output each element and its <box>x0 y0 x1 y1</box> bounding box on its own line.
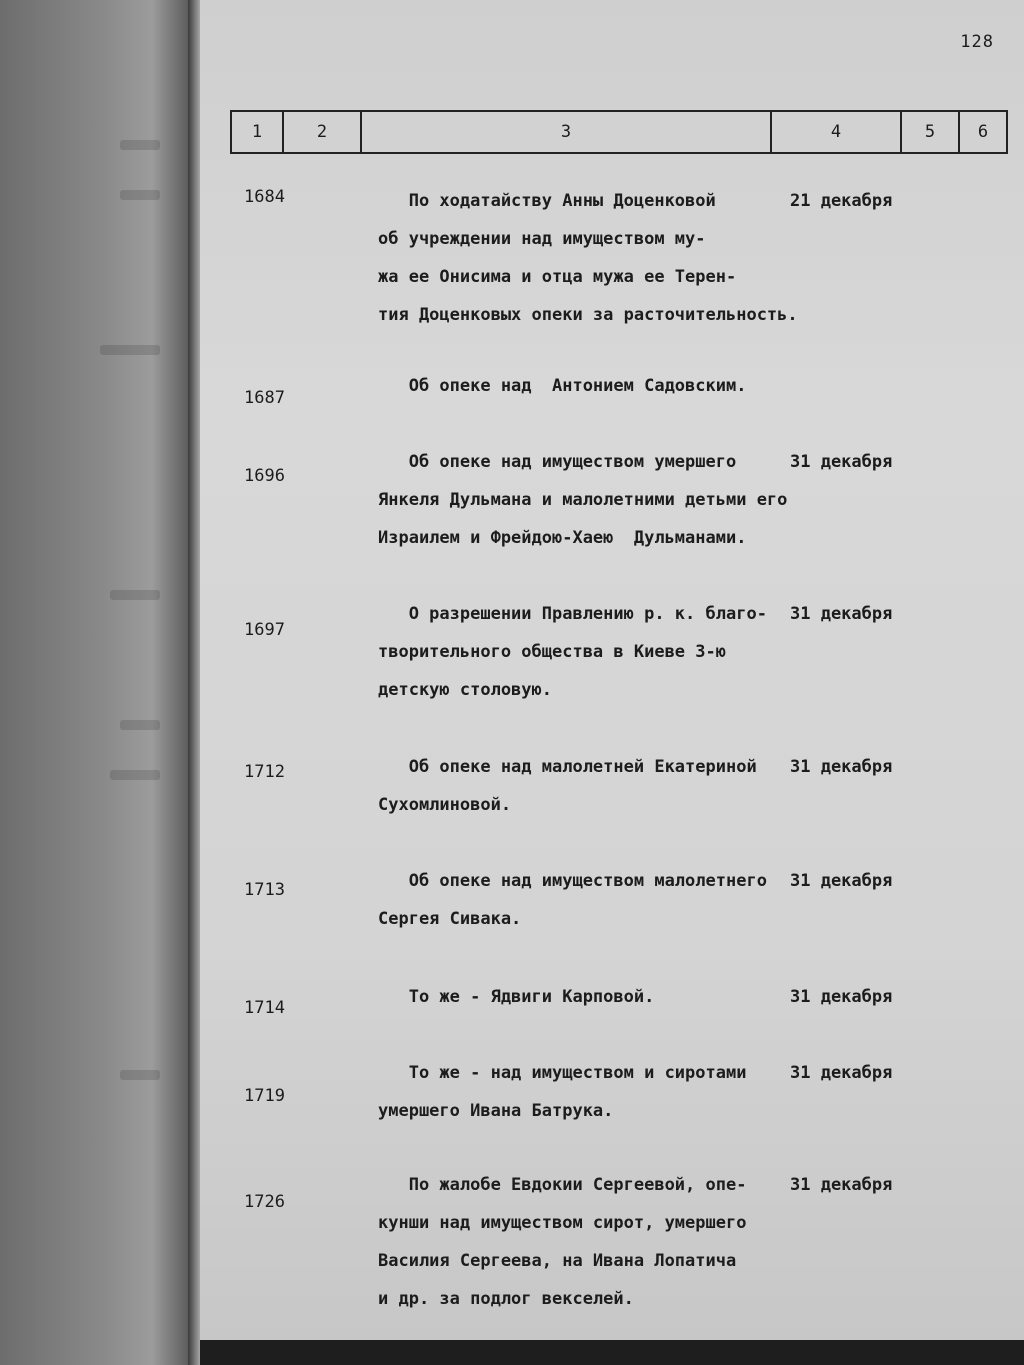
column-header-3: 3 <box>360 112 770 152</box>
description-line: Об опеке над малолетней Екатериной <box>378 757 757 777</box>
column-header-6: 6 <box>958 112 1008 152</box>
description-line: об учреждении над имуществом му- <box>378 229 706 249</box>
entry-date: 31 декабря <box>790 871 893 891</box>
bleed-through-mark <box>120 190 160 200</box>
entry-description <box>378 443 798 557</box>
page-bottom-edge <box>200 1340 1024 1365</box>
entry-description <box>378 182 798 334</box>
entry-number: 1697 <box>244 620 285 640</box>
entry-date: 31 декабря <box>790 604 893 624</box>
bleed-through-mark <box>120 140 160 150</box>
entry-description <box>378 367 798 405</box>
entry-date: 31 декабря <box>790 452 893 472</box>
bleed-through-mark <box>110 590 160 600</box>
description-line: Об опеке над имуществом умершего <box>378 452 737 472</box>
description-line: То же - над имуществом и сиротами <box>378 1063 747 1083</box>
description-line: Израилем и Фрейдою-Хаею Дульманами. <box>378 528 747 548</box>
page-number: 128 <box>960 32 994 52</box>
description-line: жа ее Онисима и отца мужа ее Терен- <box>378 267 737 287</box>
entry-number: 1719 <box>244 1086 285 1106</box>
description-line: О разрешении Правлению р. к. благо- <box>378 604 767 624</box>
entry-number: 1712 <box>244 762 285 782</box>
entry-date: 31 декабря <box>790 987 893 1007</box>
entry-description <box>378 1166 798 1318</box>
description-line: Янкеля Дульмана и малолетними детьми его <box>378 490 788 510</box>
description-line: детскую столовую. <box>378 680 552 700</box>
description-line: тия Доценковых опеки за расточительность. <box>378 305 798 325</box>
previous-page-edge <box>0 0 190 1365</box>
column-header-1: 1 <box>230 112 282 152</box>
description-line: умершего Ивана Батрука. <box>378 1101 614 1121</box>
entry-description <box>378 1054 798 1130</box>
entry-description <box>378 978 798 1016</box>
description-line: Сухомлиновой. <box>378 795 512 815</box>
entry-date: 31 декабря <box>790 757 893 777</box>
entry-number: 1687 <box>244 388 285 408</box>
bleed-through-mark <box>100 345 160 355</box>
description-line: кунши над имуществом сирот, умершего <box>378 1213 747 1233</box>
entry-number: 1714 <box>244 998 285 1018</box>
description-line: Об опеке над Антонием Садовским. <box>378 376 747 396</box>
column-header-2: 2 <box>282 112 360 152</box>
description-line: Сергея Сивака. <box>378 909 522 929</box>
entry-number: 1684 <box>244 187 285 207</box>
column-header-5: 5 <box>900 112 958 152</box>
entry-date: 21 декабря <box>790 191 893 211</box>
description-line: Василия Сергеева, на Ивана Лопатича <box>378 1251 737 1271</box>
description-line: По жалобе Евдокии Сергеевой, опе- <box>378 1175 747 1195</box>
bleed-through-mark <box>110 770 160 780</box>
entry-number: 1726 <box>244 1192 285 1212</box>
entry-description <box>378 862 798 938</box>
description-line: творительного общества в Киеве 3-ю <box>378 642 726 662</box>
description-line: То же - Ядвиги Карповой. <box>378 987 655 1007</box>
entry-number: 1713 <box>244 880 285 900</box>
entry-number: 1696 <box>244 466 285 486</box>
description-line: По ходатайству Анны Доценковой <box>378 191 716 211</box>
entry-description <box>378 748 798 824</box>
bleed-through-mark <box>120 720 160 730</box>
column-header-4: 4 <box>770 112 900 152</box>
bleed-through-mark <box>120 1070 160 1080</box>
column-header-row <box>230 110 1008 154</box>
entry-description <box>378 595 798 709</box>
description-line: Об опеке над имуществом малолетнего <box>378 871 767 891</box>
entry-date: 31 декабря <box>790 1063 893 1083</box>
entry-date: 31 декабря <box>790 1175 893 1195</box>
description-line: и др. за подлог векселей. <box>378 1289 634 1309</box>
document-page <box>200 0 1024 1340</box>
